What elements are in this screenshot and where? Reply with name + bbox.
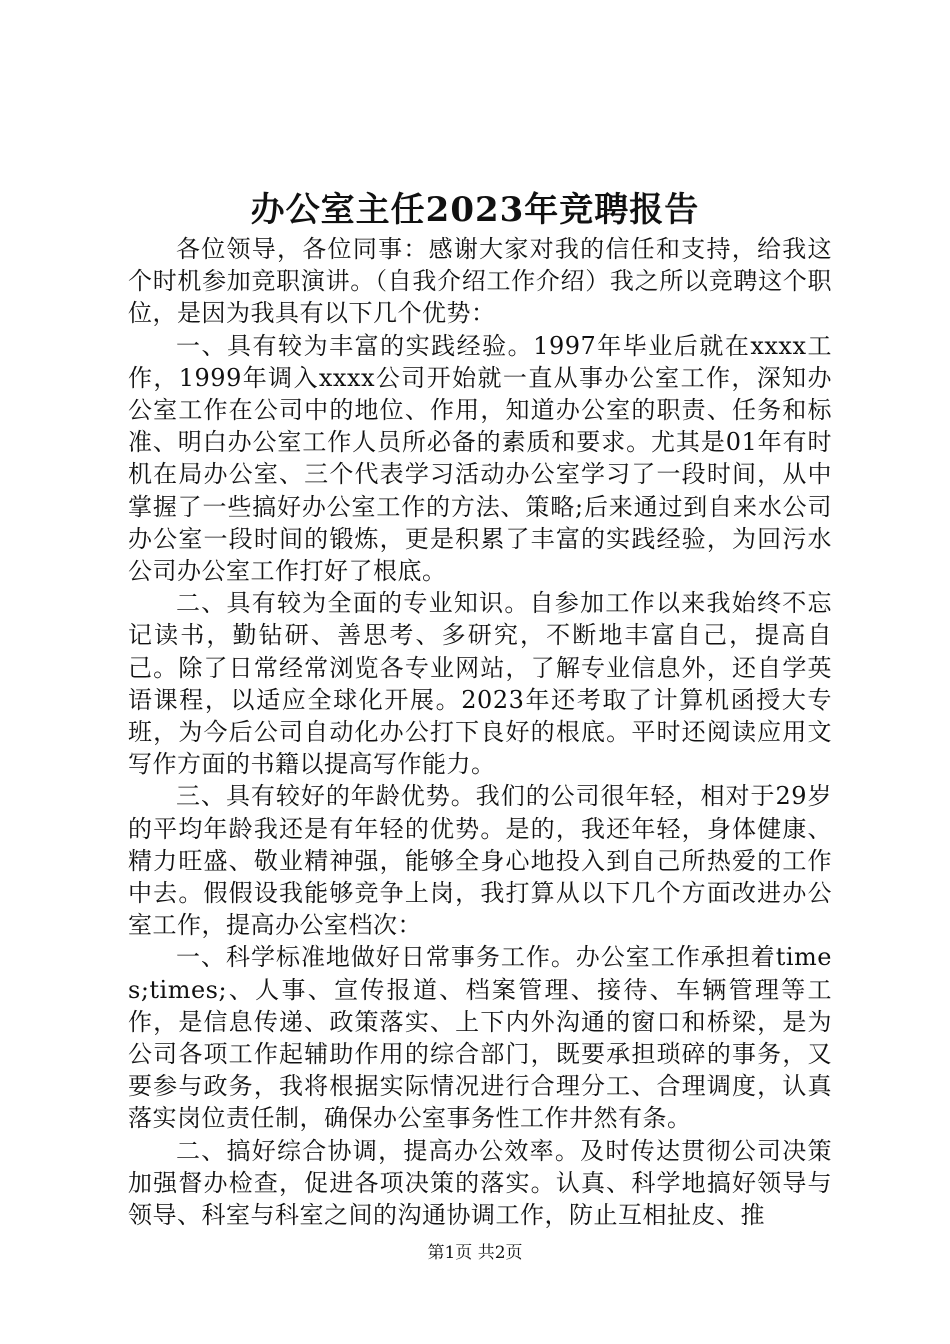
paragraph-experience: 一、具有较为丰富的实践经验。1997年毕业后就在xxxx工作，1999年调入xxxx公司开始就一直从事办公室工作，深知办公室工作在公司中的地位、作用，知道办公室的职责、任务和标准、明白办公室工作人员所必备的素质和要求。尤其是01年有时机在局办公室、三个代表学习活动办公室学习了一段时间，从中掌握了一些搞好办公室工作的方法、策略;后来通过到自来水公司办公室一段时间的锻炼，更是积累了丰富的实践经验，为回污水公司办公室工作打好了根底。: [128, 331, 832, 586]
paragraph-greeting: 各位领导，各位同事：感谢大家对我的信任和支持，给我这个时机参加竞职演讲。（自我介绍工作介绍）我之所以竞聘这个职位，是因为我具有以下几个优势：: [128, 235, 832, 328]
paragraph-knowledge: 二、具有较为全面的专业知识。自参加工作以来我始终不忘记读书，勤钻研、善思考、多研究，不断地丰富自己，提高自己。除了日常经常浏览各专业网站，了解专业信息外，还自学英语课程，以适应全球化开展。2023年还考取了计算机函授大专班，为今后公司自动化办公打下良好的根底。平时还阅读应用文写作方面的书籍以提高写作能力。: [128, 589, 832, 779]
document-title: 办公室主任2023年竞聘报告: [250, 190, 700, 230]
page-number-footer: 第1页 共2页: [427, 1243, 523, 1263]
paragraph-age-advantage: 三、具有较好的年龄优势。我们的公司很年轻，相对于29岁的平均年龄我还是有年轻的优势。是的，我还年轻，身体健康、精力旺盛、敬业精神强，能够全身心地投入到自己所热爱的工作中去。假假设我能够竞争上岗，我打算从以下几个方面改进办公室工作，提高办公室档次：: [128, 782, 832, 940]
paragraph-coordination: 二、搞好综合协调，提高办公效率。及时传达贯彻公司决策加强督办检查，促进各项决策的落实。认真、科学地搞好领导与领导、科室与科室之间的沟通协调工作，防止互相扯皮、推: [128, 1136, 832, 1230]
document-body: [128, 233, 832, 1231]
paragraph-daily-affairs: 一、科学标准地做好日常事务工作。办公室工作承担着times;times;、人事、宣传报道、档案管理、接待、车辆管理等工作，是信息传递、政策落实、上下内外沟通的窗口和桥梁，是为公司各项工作起辅助作用的综合部门，既要承担琐碎的事务，又要参与政务，我将根据实际情况进行合理分工、合理调度，认真落实岗位责任制，确保办公室事务性工作井然有条。: [128, 943, 832, 1133]
